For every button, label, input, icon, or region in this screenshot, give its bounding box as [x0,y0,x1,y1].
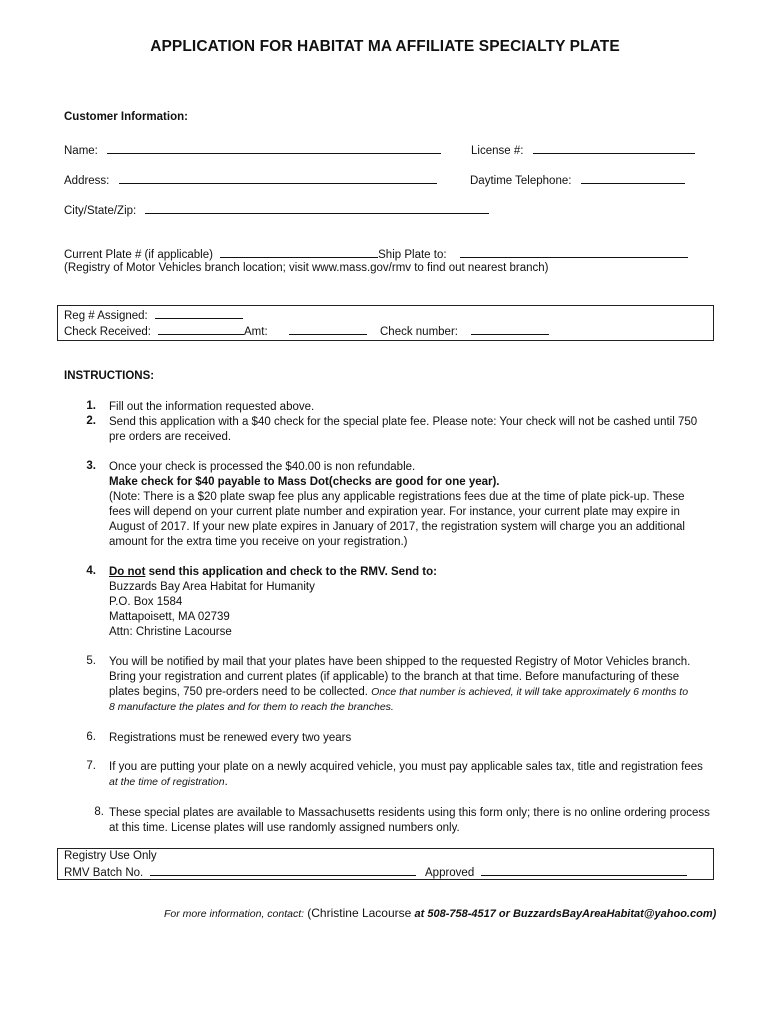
check-received-field[interactable] [64,323,244,338]
mailing-address-line-3: Mattapoisett, MA 02739 [109,611,230,623]
item-1-number: 1. [86,400,96,412]
item-3-number: 3. [86,460,96,472]
name-field[interactable] [64,142,441,157]
phone-label: Daytime Telephone: [470,175,572,187]
contact-prefix: For more information, contact: [164,908,305,920]
address-label: Address: [64,175,110,187]
instruction-4: Do not send this application and check to the RMV. Send to: Buzzards Bay Area Habitat for Humanity P.O. Box 1584 Mattapoisett, MA 02739 Attn: Christine Lacourse [109,565,719,640]
license-input-line[interactable] [533,142,695,154]
instruction-2: Send this application with a $40 check for the special plate fee. Please note: Your check will not be cashed until 750 pre orders are received. [109,416,698,443]
instruction-7: If you are putting your plate on a newly acquired vehicle, you must pay applicable sales tax, title and registration fees at the time of registration. [109,761,703,788]
mailing-address-line-4: Attn: Christine Lacourse [109,626,232,638]
registry-use-heading: Registry Use Only [64,850,157,862]
approved-label: Approved [425,867,475,879]
city-label: City/State/Zip: [64,205,137,217]
rmv-note: (Registry of Motor Vehicles branch location; visit www.mass.gov/rmv to find out nearest branch) [64,262,549,274]
instruction-1: Fill out the information requested above. [109,401,315,413]
check-number-label: Check number: [380,326,458,338]
license-field[interactable] [471,142,695,157]
phone-input-line[interactable] [581,172,685,184]
instruction-8: These special plates are available to Massachusetts residents using this form only; there is no online ordering process at this time. License plates will use randomly assigned numbers only. [109,807,710,834]
current-plate-field[interactable] [64,246,688,261]
approved-field[interactable] [425,864,687,879]
item-4-number: 4. [86,565,96,577]
mailing-address-line-2: P.O. Box 1584 [109,596,183,608]
license-label: License #: [471,145,524,157]
contact-footer: For more information, contact: (Christine Lacourse at 508-758-4517 or BuzzardsBayAreaHabitat@yahoo.com) [164,906,717,920]
amount-label: Amt: [244,326,268,338]
address-field[interactable] [64,172,437,187]
item-8-number: 8. [94,806,104,818]
current-plate-input-line[interactable] [220,246,378,258]
address-input-line[interactable] [119,172,437,184]
check-number-field[interactable] [380,323,549,338]
instruction-3: Once your check is processed the $40.00 is non refundable. Make check for $40 payable to Mass Dot(checks are good for one year). (Note: There is a $20 plate swap fee plus any applicable registrations fees due at the time of plate pick-up. These fees will depend on your current plate number and expiration year. For instance, your current plate may expire in August of 2017. If your new plate expires in January of 2017, the registration system will charge you an additional amount for the extra time you receive on your registration.) [109,461,685,548]
ship-plate-input-line[interactable] [460,246,688,258]
check-received-label: Check Received: [64,326,151,338]
city-input-line[interactable] [145,202,489,214]
item-7-number: 7. [86,760,96,772]
phone-field[interactable] [470,172,685,187]
name-input-line[interactable] [107,142,441,154]
check-number-input-line[interactable] [471,323,549,335]
rmv-batch-field[interactable] [64,864,416,879]
rmv-batch-label: RMV Batch No. [64,867,144,879]
approved-input-line[interactable] [481,864,687,876]
amount-field[interactable] [244,323,367,338]
amount-input-line[interactable] [289,323,367,335]
mailing-address-line-1: Buzzards Bay Area Habitat for Humanity [109,581,315,593]
reg-assigned-field[interactable] [64,307,243,322]
customer-info-heading: Customer Information: [64,111,188,123]
page-title: APPLICATION FOR HABITAT MA AFFILIATE SPECIALTY PLATE [150,38,620,55]
city-field[interactable] [64,202,489,217]
current-plate-label: Current Plate # (if applicable) [64,249,213,261]
instruction-6: Registrations must be renewed every two years [109,732,352,744]
contact-details: at 508-758-4517 or BuzzardsBayAreaHabitat@yahoo.com) [414,908,717,920]
item-5-number: 5. [86,655,96,667]
item-2-number: 2. [86,415,96,427]
reg-assigned-input-line[interactable] [155,307,243,319]
instruction-5: You will be notified by mail that your plates have been shipped to the requested Registry of Motor Vehicles branch. Bring your registration and current plates (if applicable) to the branch at that time. Before manufacturing of these plates begins, 750 pre-orders need to be collected. Once that number is achieved, it will take approximately 6 months to 8 manufacture the plates and for them to reach the branches. [109,656,691,713]
name-label: Name: [64,145,98,157]
item-6-number: 6. [86,731,96,743]
instructions-heading: INSTRUCTIONS: [64,370,155,382]
contact-name: Christine Lacourse [311,906,412,920]
check-received-input-line[interactable] [158,323,244,335]
reg-assigned-label: Reg # Assigned: [64,310,148,322]
ship-plate-label: Ship Plate to: [378,249,447,261]
rmv-batch-input-line[interactable] [150,864,416,876]
